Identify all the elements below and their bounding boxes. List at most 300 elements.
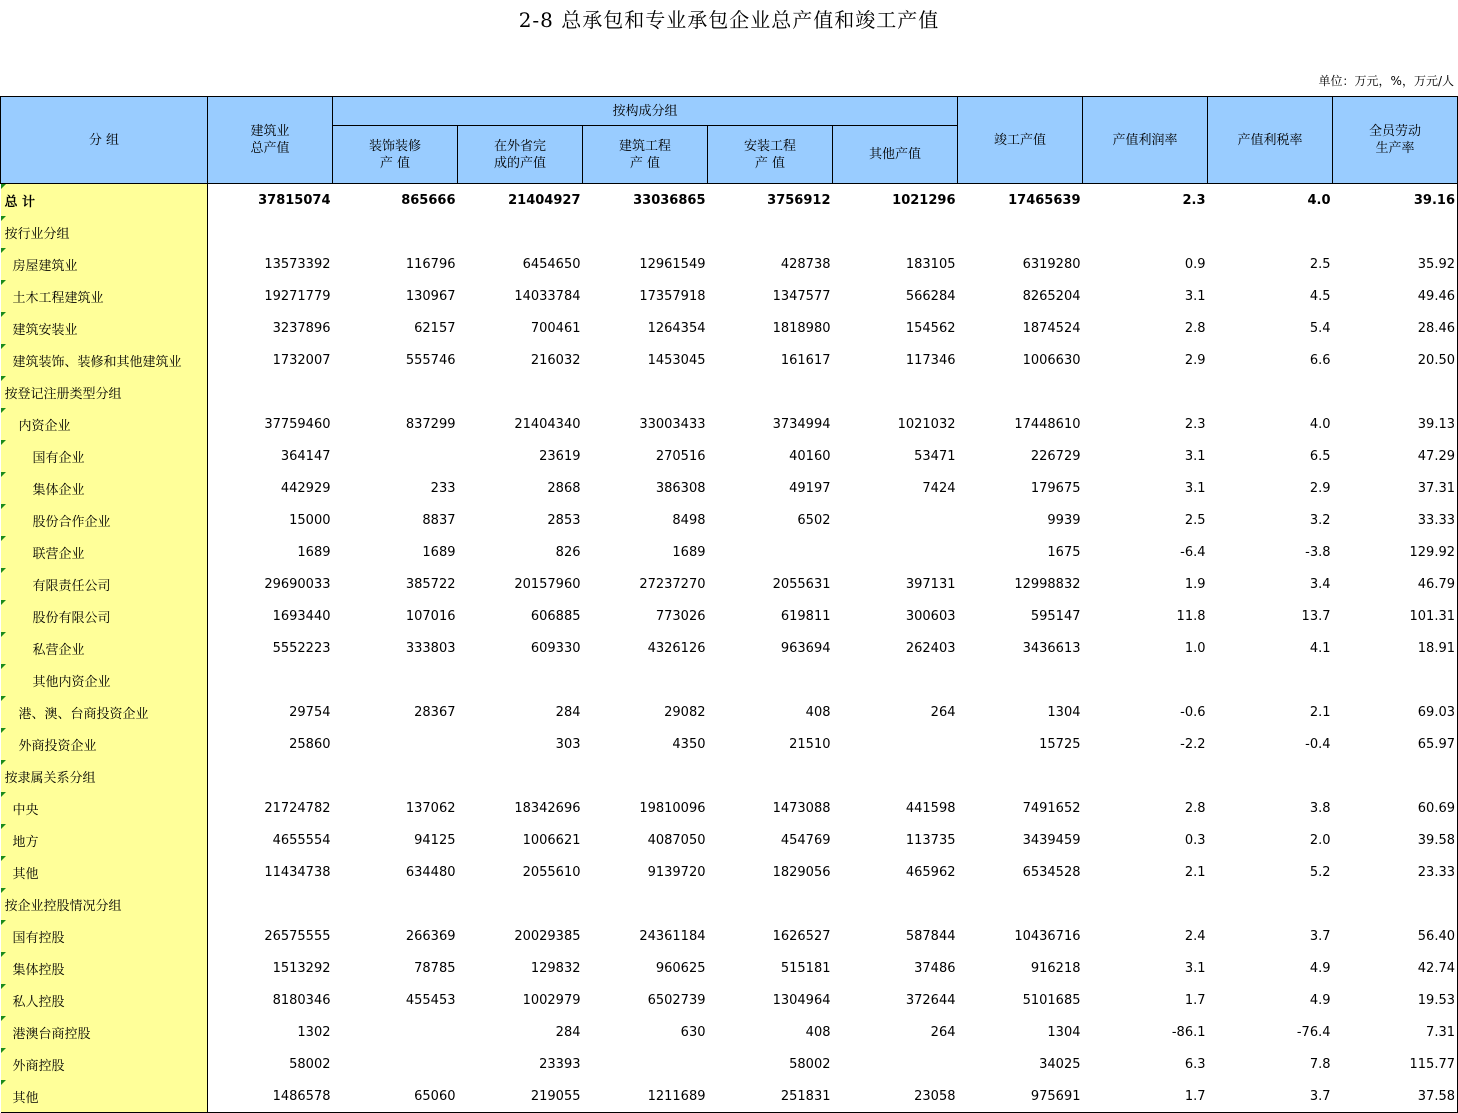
table-cell: 386308 xyxy=(655,480,706,496)
table-cell: 65060 xyxy=(333,1080,458,1113)
table-cell xyxy=(708,216,833,248)
row-label: 其他内资企业 xyxy=(1,664,208,696)
table-cell xyxy=(208,888,333,920)
table-cell: 21510 xyxy=(789,736,831,752)
table-cell xyxy=(1333,888,1458,920)
table-cell: 13.7 xyxy=(1301,608,1331,624)
table-cell: 17357918 xyxy=(639,288,706,304)
table-row xyxy=(1,344,1458,376)
table-cell: 595147 xyxy=(1030,608,1081,624)
table-cell: 78785 xyxy=(414,960,456,976)
table-cell xyxy=(1083,216,1208,248)
header-outside: 在外省完 成的产值 xyxy=(458,126,583,184)
table-row xyxy=(1,1048,1458,1080)
table-cell xyxy=(708,888,833,920)
table-row xyxy=(1,536,1458,568)
table-cell: 428738 xyxy=(780,256,831,272)
table-cell: 1347577 xyxy=(772,288,831,304)
table-cell: 9139720 xyxy=(647,864,706,880)
row-label: 土木工程建筑业 xyxy=(1,280,208,312)
table-cell: 4.5 xyxy=(1309,288,1331,304)
table-cell: 3.1 xyxy=(1184,448,1206,464)
table-cell xyxy=(1083,888,1208,920)
table-row xyxy=(1,856,1458,888)
table-cell: 1689 xyxy=(422,544,456,560)
table-row xyxy=(1,1016,1458,1048)
row-label: 外商控股 xyxy=(1,1048,208,1080)
table-cell: 333803 xyxy=(405,640,456,656)
header-tax-rate: 产值利税率 xyxy=(1208,97,1333,184)
table-row xyxy=(1,184,1458,217)
table-row xyxy=(1,568,1458,600)
table-cell xyxy=(208,216,333,248)
table-cell: 397131 xyxy=(905,576,956,592)
table-cell: 2055631 xyxy=(772,576,831,592)
table-cell: 6319280 xyxy=(1022,256,1081,272)
table-cell: 372644 xyxy=(905,992,956,1008)
table-cell: 1513292 xyxy=(272,960,331,976)
table-row xyxy=(1,664,1458,696)
table-cell: 5.4 xyxy=(1309,320,1331,336)
table-cell: 4.9 xyxy=(1309,960,1331,976)
row-label: 集体企业 xyxy=(1,472,208,504)
table-cell: 37759460 xyxy=(264,416,331,432)
table-cell: 1689 xyxy=(297,544,331,560)
table-cell: 587844 xyxy=(905,928,956,944)
table-cell: 56.40 xyxy=(1333,920,1458,952)
table-cell xyxy=(1083,376,1208,408)
table-cell: 3.7 xyxy=(1309,928,1331,944)
table-cell: 29082 xyxy=(664,704,706,720)
table-cell: 23619 xyxy=(539,448,581,464)
row-label: 按隶属关系分组 xyxy=(1,760,208,792)
table-cell: 1693440 xyxy=(272,608,331,624)
table-cell: 37.58 xyxy=(1333,1080,1458,1113)
table-cell: 25860 xyxy=(289,736,331,752)
table-cell: 442929 xyxy=(280,480,331,496)
table-cell xyxy=(1333,664,1458,696)
table-cell xyxy=(1083,664,1208,696)
table-cell: 634480 xyxy=(405,864,456,880)
table-cell: 385722 xyxy=(405,576,456,592)
table-cell: 2.4 xyxy=(1184,928,1206,944)
table-cell: 566284 xyxy=(905,288,956,304)
table-cell xyxy=(1208,216,1333,248)
table-cell: 1.0 xyxy=(1184,640,1206,656)
table-cell: 23.33 xyxy=(1333,856,1458,888)
table-cell: 18342696 xyxy=(514,800,581,816)
table-cell: 8837 xyxy=(422,512,456,528)
header-total-output: 建筑业 总产值 xyxy=(208,97,333,184)
row-label: 股份合作企业 xyxy=(1,504,208,536)
table-cell xyxy=(583,376,708,408)
row-label: 房屋建筑业 xyxy=(1,248,208,280)
table-cell: 408 xyxy=(805,704,831,720)
table-cell: 6534528 xyxy=(1022,864,1081,880)
table-cell: 115.77 xyxy=(1333,1048,1458,1080)
row-label: 总 计 xyxy=(1,184,208,217)
table-cell xyxy=(458,216,583,248)
table-cell: 23393 xyxy=(539,1056,581,1072)
table-cell: 7491652 xyxy=(1022,800,1081,816)
table-cell xyxy=(708,376,833,408)
table-cell: 10436716 xyxy=(1014,928,1081,944)
table-cell xyxy=(1208,664,1333,696)
table-cell: 12961549 xyxy=(639,256,706,272)
table-cell: 27237270 xyxy=(639,576,706,592)
table-cell: 6.5 xyxy=(1309,448,1331,464)
row-label: 私营企业 xyxy=(1,632,208,664)
table-cell: -2.2 xyxy=(1180,736,1206,752)
table-cell xyxy=(833,536,958,568)
table-cell: 3756912 xyxy=(767,192,831,208)
table-cell: 2.5 xyxy=(1309,256,1331,272)
table-cell: -0.6 xyxy=(1180,704,1206,720)
table-cell: 15725 xyxy=(1039,736,1081,752)
table-cell: 26575555 xyxy=(264,928,331,944)
table-cell: 39.58 xyxy=(1333,824,1458,856)
table-cell: 284 xyxy=(555,704,581,720)
table-cell: 1626527 xyxy=(772,928,831,944)
table-cell: 47.29 xyxy=(1333,440,1458,472)
table-cell: 24361184 xyxy=(639,928,706,944)
table-row xyxy=(1,472,1458,504)
table-cell: 2.3 xyxy=(1184,416,1206,432)
table-cell: 21724782 xyxy=(264,800,331,816)
table-cell: 1732007 xyxy=(272,352,331,368)
table-cell: 39.13 xyxy=(1333,408,1458,440)
table-cell xyxy=(1333,760,1458,792)
row-label: 地方 xyxy=(1,824,208,856)
table-cell: 1453045 xyxy=(647,352,706,368)
table-cell: 69.03 xyxy=(1333,696,1458,728)
table-cell: 0.9 xyxy=(1184,256,1206,272)
unit-note: 单位：万元，%，万元/人 xyxy=(1318,74,1454,88)
row-label: 内资企业 xyxy=(1,408,208,440)
table-cell xyxy=(708,760,833,792)
table-cell: 17465639 xyxy=(1008,192,1081,208)
table-cell: 137062 xyxy=(405,800,456,816)
table-cell: 3436613 xyxy=(1022,640,1081,656)
table-cell: 3.1 xyxy=(1184,288,1206,304)
table-cell xyxy=(333,888,458,920)
table-cell xyxy=(333,728,458,760)
table-cell: 226729 xyxy=(1030,448,1081,464)
table-cell: 1302 xyxy=(297,1024,331,1040)
table-cell: 1006621 xyxy=(522,832,581,848)
table-cell: 130967 xyxy=(405,288,456,304)
table-row xyxy=(1,216,1458,248)
table-row xyxy=(1,632,1458,664)
table-cell: 8180346 xyxy=(272,992,331,1008)
table-cell xyxy=(1333,376,1458,408)
table-cell: 1689 xyxy=(672,544,706,560)
table-row xyxy=(1,408,1458,440)
table-cell: 14033784 xyxy=(514,288,581,304)
table-cell: 9939 xyxy=(1047,512,1081,528)
table-cell xyxy=(333,760,458,792)
table-cell: 58002 xyxy=(289,1056,331,1072)
table-cell: 2.5 xyxy=(1184,512,1206,528)
table-cell: 4.0 xyxy=(1307,192,1331,208)
table-cell: 2868 xyxy=(547,480,581,496)
table-cell: 3.1 xyxy=(1184,480,1206,496)
table-cell: 33003433 xyxy=(639,416,706,432)
table-cell: 264 xyxy=(930,704,956,720)
table-cell: 11.8 xyxy=(1176,608,1206,624)
table-cell xyxy=(583,1048,708,1080)
table-cell xyxy=(833,1048,958,1080)
table-cell: 837299 xyxy=(405,416,456,432)
table-cell: 1304964 xyxy=(772,992,831,1008)
table-row xyxy=(1,920,1458,952)
table-cell: 219055 xyxy=(458,1080,583,1113)
row-label: 建筑装饰、装修和其他建筑业 xyxy=(1,344,208,376)
table-cell: 34025 xyxy=(1039,1056,1081,1072)
table-cell: 1021032 xyxy=(897,416,956,432)
row-label: 有限责任公司 xyxy=(1,568,208,600)
header-other: 其他产值 xyxy=(833,126,958,184)
table-cell: 3439459 xyxy=(1022,832,1081,848)
table-cell: -0.4 xyxy=(1305,736,1331,752)
table-cell: 8265204 xyxy=(1022,288,1081,304)
table-cell: 19810096 xyxy=(639,800,706,816)
header-completed: 竣工产值 xyxy=(958,97,1083,184)
table-cell: 465962 xyxy=(905,864,956,880)
table-cell: 3.1 xyxy=(1184,960,1206,976)
table-cell: 1.7 xyxy=(1184,992,1206,1008)
table-cell: 4.9 xyxy=(1309,992,1331,1008)
table-cell: 233 xyxy=(430,480,456,496)
row-label: 按行业分组 xyxy=(1,216,208,248)
table-row xyxy=(1,600,1458,632)
table-cell xyxy=(833,888,958,920)
table-cell: 39.16 xyxy=(1333,184,1458,217)
table-cell: 1473088 xyxy=(772,800,831,816)
row-label: 建筑安装业 xyxy=(1,312,208,344)
table-cell xyxy=(458,888,583,920)
table-cell: 619811 xyxy=(780,608,831,624)
table-cell xyxy=(833,760,958,792)
table-cell: 4350 xyxy=(672,736,706,752)
table-cell: 20157960 xyxy=(514,576,581,592)
table-cell xyxy=(958,216,1083,248)
table-cell: 2.0 xyxy=(1309,832,1331,848)
table-cell: 266369 xyxy=(405,928,456,944)
row-label: 按登记注册类型分组 xyxy=(1,376,208,408)
table-cell: 53471 xyxy=(914,448,956,464)
table-cell: 3237896 xyxy=(272,320,331,336)
table-cell: 515181 xyxy=(780,960,831,976)
table-cell xyxy=(833,664,958,696)
table-row xyxy=(1,696,1458,728)
table-cell xyxy=(208,664,333,696)
table-cell: 1818980 xyxy=(772,320,831,336)
table-cell: 1211689 xyxy=(583,1080,708,1113)
table-cell: 1486578 xyxy=(208,1080,333,1113)
table-cell: 4655554 xyxy=(272,832,331,848)
table-cell: 65.97 xyxy=(1333,728,1458,760)
table-cell: 17448610 xyxy=(1014,416,1081,432)
table-cell: 1874524 xyxy=(1022,320,1081,336)
row-label: 中央 xyxy=(1,792,208,824)
table-cell: 2.8 xyxy=(1184,320,1206,336)
table-cell: 700461 xyxy=(530,320,581,336)
table-cell: 21404927 xyxy=(508,192,581,208)
table-cell: 6502 xyxy=(797,512,831,528)
table-row xyxy=(1,952,1458,984)
table-cell: 23058 xyxy=(833,1080,958,1113)
table-cell: 916218 xyxy=(1030,960,1081,976)
table-body xyxy=(1,184,1458,1113)
table-cell: 4326126 xyxy=(647,640,706,656)
table-cell: 826 xyxy=(555,544,581,560)
table-cell xyxy=(708,536,833,568)
table-cell: -76.4 xyxy=(1296,1024,1331,1040)
table-cell xyxy=(1208,888,1333,920)
header-installation: 安装工程 产 值 xyxy=(708,126,833,184)
table-cell: 6454650 xyxy=(522,256,581,272)
table-cell: 284 xyxy=(555,1024,581,1040)
table-cell: 15000 xyxy=(289,512,331,528)
table-row xyxy=(1,760,1458,792)
table-cell: 609330 xyxy=(530,640,581,656)
table-cell: 270516 xyxy=(655,448,706,464)
table-cell xyxy=(458,664,583,696)
table-cell: 13573392 xyxy=(264,256,331,272)
table-cell xyxy=(458,376,583,408)
table-cell: 960625 xyxy=(655,960,706,976)
table-cell: 20.50 xyxy=(1333,344,1458,376)
table-cell xyxy=(1333,216,1458,248)
table-cell: 117346 xyxy=(905,352,956,368)
row-label: 国有企业 xyxy=(1,440,208,472)
table-cell xyxy=(833,728,958,760)
table-cell: 154562 xyxy=(905,320,956,336)
table-cell: 6.3 xyxy=(1184,1056,1206,1072)
table-cell: 49197 xyxy=(789,480,831,496)
table-row xyxy=(1,280,1458,312)
table-cell: 11434738 xyxy=(264,864,331,880)
table-row xyxy=(1,1080,1458,1113)
table-cell: 28367 xyxy=(414,704,456,720)
table-cell: 20029385 xyxy=(514,928,581,944)
table-cell: 1021296 xyxy=(892,192,956,208)
table-cell xyxy=(958,760,1083,792)
table-cell xyxy=(833,504,958,536)
table-cell xyxy=(208,376,333,408)
table-cell xyxy=(333,1016,458,1048)
table-cell: 129.92 xyxy=(1333,536,1458,568)
table-cell: 33036865 xyxy=(633,192,706,208)
table-cell xyxy=(958,888,1083,920)
table-cell: 963694 xyxy=(780,640,831,656)
table-cell: 113735 xyxy=(905,832,956,848)
table-row xyxy=(1,824,1458,856)
table-cell: 3.2 xyxy=(1309,512,1331,528)
table-cell: 101.31 xyxy=(1333,600,1458,632)
table-cell: 129832 xyxy=(530,960,581,976)
header-group: 分 组 xyxy=(1,97,208,184)
table-cell: 5552223 xyxy=(272,640,331,656)
table-cell: 3734994 xyxy=(772,416,831,432)
table-cell: 7424 xyxy=(922,480,956,496)
table-cell: 35.92 xyxy=(1333,248,1458,280)
table-cell: 183105 xyxy=(905,256,956,272)
table-cell: 2.9 xyxy=(1184,352,1206,368)
row-label: 其他 xyxy=(1,1080,208,1113)
table-cell: 264 xyxy=(930,1024,956,1040)
table-cell xyxy=(833,216,958,248)
table-cell: 0.3 xyxy=(1184,832,1206,848)
table-cell: 3.4 xyxy=(1309,576,1331,592)
page-title: 2-8 总承包和专业承包企业总产值和竣工产值 xyxy=(518,8,940,32)
table-cell: 1.7 xyxy=(1083,1080,1208,1113)
table-cell: 18.91 xyxy=(1333,632,1458,664)
table-cell xyxy=(333,1048,458,1080)
table-cell: -6.4 xyxy=(1180,544,1206,560)
table-cell: 7.8 xyxy=(1309,1056,1331,1072)
table-row xyxy=(1,376,1458,408)
table-cell: 1264354 xyxy=(647,320,706,336)
header-profit-rate: 产值利润率 xyxy=(1083,97,1208,184)
table-cell: 58002 xyxy=(789,1056,831,1072)
table-cell xyxy=(333,664,458,696)
table-cell: 179675 xyxy=(1030,480,1081,496)
table-cell: 5101685 xyxy=(1022,992,1081,1008)
table-cell: 37815074 xyxy=(258,192,331,208)
table-cell xyxy=(1083,760,1208,792)
table-cell: 1304 xyxy=(1047,704,1081,720)
table-cell: 251831 xyxy=(708,1080,833,1113)
table-cell: 62157 xyxy=(414,320,456,336)
table-cell: 606885 xyxy=(530,608,581,624)
table-cell: 364147 xyxy=(280,448,331,464)
table-cell: 2.1 xyxy=(1184,864,1206,880)
table-row xyxy=(1,728,1458,760)
table-cell: 455453 xyxy=(405,992,456,1008)
table-cell xyxy=(333,440,458,472)
header-productivity: 全员劳动 生产率 xyxy=(1333,97,1458,184)
row-label: 联营企业 xyxy=(1,536,208,568)
row-label: 外商投资企业 xyxy=(1,728,208,760)
table-cell xyxy=(958,664,1083,696)
table-cell: 49.46 xyxy=(1333,280,1458,312)
table-cell xyxy=(1208,760,1333,792)
row-label: 港、澳、台商投资企业 xyxy=(1,696,208,728)
data-table xyxy=(0,96,1458,1113)
row-label: 集体控股 xyxy=(1,952,208,984)
table-cell xyxy=(208,760,333,792)
table-cell: 2.3 xyxy=(1182,192,1206,208)
table-cell xyxy=(583,760,708,792)
table-cell: 555746 xyxy=(405,352,456,368)
table-cell: 1002979 xyxy=(522,992,581,1008)
header-construction: 建筑工程 产 值 xyxy=(583,126,708,184)
table-cell: 1.9 xyxy=(1184,576,1206,592)
table-cell: 262403 xyxy=(905,640,956,656)
table-cell: 19.53 xyxy=(1333,984,1458,1016)
table-cell: 107016 xyxy=(405,608,456,624)
table-cell: 630 xyxy=(680,1024,706,1040)
header-composition: 按构成分组 xyxy=(333,97,958,126)
table-cell: 1829056 xyxy=(772,864,831,880)
table-row xyxy=(1,440,1458,472)
table-cell: 454769 xyxy=(780,832,831,848)
table-cell: 3.8 xyxy=(1309,800,1331,816)
table-cell: 773026 xyxy=(655,608,706,624)
table-cell: 441598 xyxy=(905,800,956,816)
